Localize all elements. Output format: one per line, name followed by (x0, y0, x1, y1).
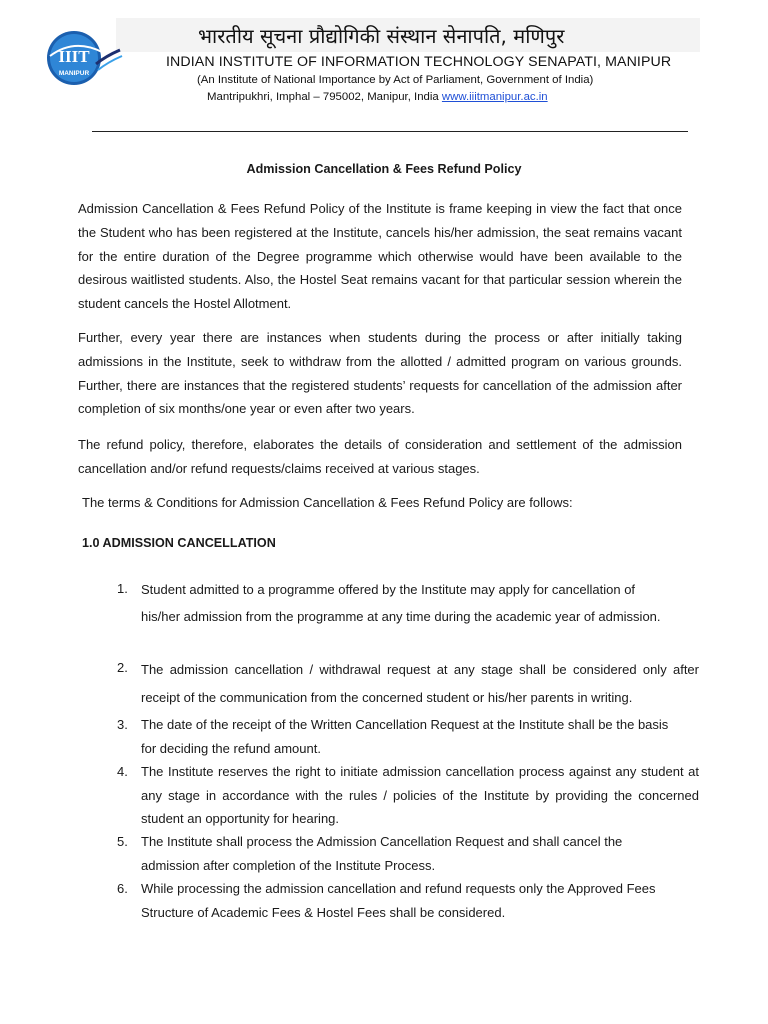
terms-intro: The terms & Conditions for Admission Cancellation & Fees Refund Policy are follows: (82, 495, 573, 510)
list-item-number: 3. (117, 717, 128, 732)
institute-logo (44, 26, 124, 88)
institute-name-hindi: भारतीय सूचना प्रौद्योगिकी संस्थान सेनापति, मणिपुर (198, 24, 565, 48)
website-link[interactable]: www.iiitmanipur.ac.in (441, 91, 548, 103)
institute-address-line (207, 91, 548, 103)
list-item-text: The date of the receipt of the Written Cancellation Request at the Institute shall be the basis for deciding the refund amount. (141, 717, 669, 756)
list-item-text: The Institute reserves the right to initiate admission cancellation process against any student at any stage in accordance with the rules / policies of the Institute by providing the concerned student an opportunity for hearing. (141, 764, 699, 826)
logo-subtext: MANIPUR (58, 70, 90, 77)
list-item-number: 2. (117, 660, 128, 675)
list-item-text: The Institute shall process the Admission Cancellation Request and shall cancel the admission after completion of the Institute Process. (141, 834, 623, 873)
institute-name: INDIAN INSTITUTE OF INFORMATION TECHNOLOGY SENAPATI, MANIPUR (166, 54, 672, 70)
list-item-number: 1. (117, 581, 128, 596)
list-item-text: The admission cancellation / withdrawal request at any stage shall be considered only after receipt of the communication from the concerned student or his/her parents in writing. (141, 662, 699, 705)
institute-address: Mantripukhri, Imphal – 795002, Manipur, India (207, 91, 439, 103)
paragraph-instances: Further, every year there are instances when students during the process or after initially taking admissions in the Institute, seek to withdraw from the allotted / admitted program on various grounds. Further, there are instances that the registered students’ requests for cancellation of the admission after completion of six months/one year or even after two years. (78, 330, 682, 417)
list-item-text: Student admitted to a programme offered by the Institute may apply for cancellation of his/her admission from the programme at any time during the academic year of admission. (141, 582, 661, 624)
list-item-number: 6. (117, 881, 128, 896)
section-heading: 1.0 ADMISSION CANCELLATION (82, 536, 276, 550)
list-item-text: While processing the admission cancellation and refund requests only the Approved Fees Structure of Academic Fees & Hostel Fees shall be considered. (141, 881, 656, 920)
document-title: Admission Cancellation & Fees Refund Policy (246, 162, 522, 176)
list-item-number: 4. (117, 764, 128, 779)
logo-emblem-icon (44, 26, 124, 88)
paragraph-refund-policy: The refund policy, therefore, elaborates the details of consideration and settlement of the admission cancellation and/or refund requests/claims received at various stages. (78, 437, 682, 476)
list-item-number: 5. (117, 834, 128, 849)
logo-text: IIIT (58, 47, 90, 66)
header-divider (92, 131, 688, 132)
institute-subtitle: (An Institute of National Importance by Act of Parliament, Government of India) (197, 74, 594, 86)
paragraph-intro: Admission Cancellation & Fees Refund Policy of the Institute is frame keeping in view the fact that once the Student who has been registered at the Institute, cancels his/her admission, the seat remains vacant for the entire duration of the Degree programme which otherwise would have been available to the desirous waitlisted students. Also, the Hostel Seat remains vacant for that particular session wherein the student cancels the Hostel Allotment. (78, 201, 682, 312)
